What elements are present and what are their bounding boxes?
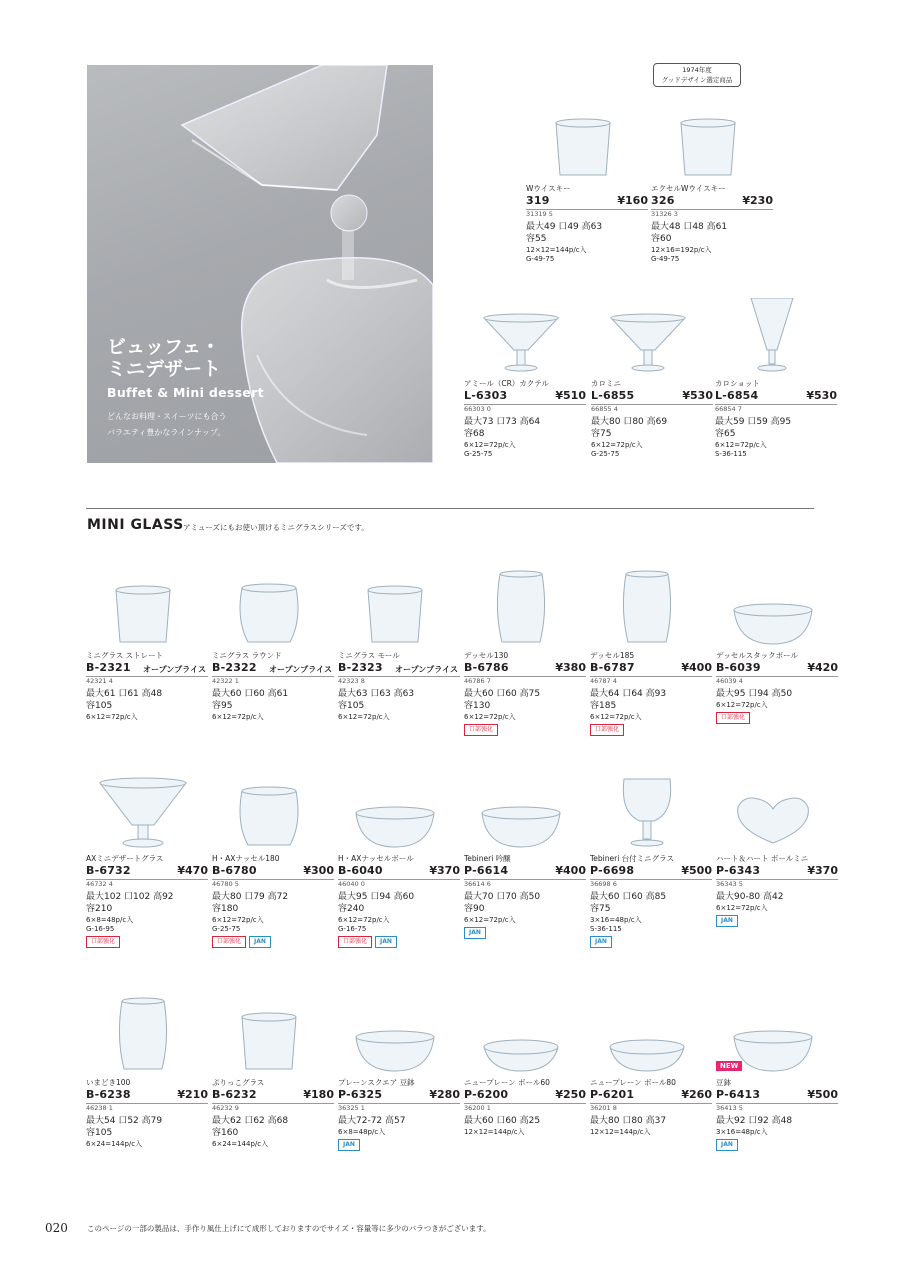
product-name: ミニグラス ストレート <box>86 651 164 660</box>
product-name: AXミニデザートグラス <box>86 854 164 863</box>
rim-reinforced-tag: 口部強化 <box>86 936 120 948</box>
product-name: ニュープレーン ボール60 <box>464 1078 550 1087</box>
glass-image <box>590 997 704 1077</box>
product-name: デッセルスタックボール <box>716 651 798 660</box>
rim-reinforced-tag: 口部強化 <box>464 724 498 736</box>
rim-reinforced-tag: 口部強化 <box>716 712 750 724</box>
product-code: P-6614 <box>464 864 509 877</box>
product-jan: 36200 1 <box>464 1104 491 1112</box>
rim-reinforced-tag: 口部強化 <box>338 936 372 948</box>
product-dimensions: 最大49 口49 高63 容55 <box>526 222 603 244</box>
product-tags <box>86 936 120 948</box>
product-tags <box>716 712 750 724</box>
section-divider <box>86 508 814 509</box>
product-jan: 36614 6 <box>464 880 491 888</box>
product-jan: 46786 7 <box>464 677 491 685</box>
product-code: L-6855 <box>591 389 635 402</box>
glass-image <box>338 773 452 853</box>
product-price: ¥300 <box>303 864 334 877</box>
product-pack: 6×12=72p/c入 <box>464 916 516 924</box>
product-name: Tebineri 台付ミニグラス <box>590 854 674 863</box>
product-jan: 31326 3 <box>651 210 678 218</box>
product-code: 326 <box>651 194 675 207</box>
glass-image <box>86 997 200 1077</box>
product-jan: 46780 5 <box>212 880 239 888</box>
glass-image <box>212 570 326 650</box>
product-price: ¥500 <box>807 1088 838 1101</box>
product-tags <box>338 936 397 948</box>
glass-image <box>716 570 830 650</box>
product-jan: 42322 1 <box>212 677 239 685</box>
hero-photo <box>87 65 433 463</box>
product-price: ¥500 <box>681 864 712 877</box>
product-dimensions: 最大95 口94 高50 <box>716 689 793 699</box>
product-price: ¥250 <box>555 1088 586 1101</box>
glass-image <box>716 773 830 853</box>
product-jan: 46232 9 <box>212 1104 239 1112</box>
product-price: オープンプライス <box>269 665 332 674</box>
product-dimensions: 最大48 口48 高61 容60 <box>651 222 728 244</box>
product-jan: 46040 0 <box>338 880 365 888</box>
product-code: P-6413 <box>716 1088 761 1101</box>
product-tags <box>464 724 498 736</box>
product-jan: 36325 1 <box>338 1104 365 1112</box>
jan-tag: JAN <box>590 936 612 948</box>
product-tags <box>338 1139 360 1151</box>
jan-tag: JAN <box>338 1139 360 1151</box>
product-pack: 6×12=72p/c入 <box>590 713 642 721</box>
product-name: H・AXナッセル180 <box>212 854 280 863</box>
product-price: ¥280 <box>429 1088 460 1101</box>
product-name: ミニグラス ラウンド <box>212 651 282 660</box>
product-name: カロミニ <box>591 379 621 388</box>
product-dimensions: 最大92 口92 高48 <box>716 1116 793 1126</box>
product-price: ¥530 <box>682 389 713 402</box>
product-name: H・AXナッセルボール <box>338 854 414 863</box>
product-name: ぷりっこグラス <box>212 1078 265 1087</box>
product-pack: 6×12=72p/c入 <box>716 701 768 709</box>
glass-image <box>464 570 578 650</box>
product-pack: 6×12=72p/c入 S-36-115 <box>715 441 767 458</box>
product-jan: 42321 4 <box>86 677 113 685</box>
product-dimensions: 最大95 口94 高60 容240 <box>338 892 415 914</box>
glass-image <box>590 773 704 853</box>
product-pack: 6×8=48p/c入 G-16-95 <box>86 916 134 933</box>
rim-reinforced-tag: 口部強化 <box>590 724 624 736</box>
product-jan: 31319 5 <box>526 210 553 218</box>
product-code: B-6232 <box>212 1088 257 1101</box>
new-badge: NEW <box>716 1061 742 1071</box>
product-code: P-6343 <box>716 864 761 877</box>
product-code: P-6325 <box>338 1088 383 1101</box>
product-jan: 36413 5 <box>716 1104 743 1112</box>
glass-image <box>212 773 326 853</box>
glass-image <box>338 570 452 650</box>
product-pack: 6×12=72p/c入 <box>338 713 390 721</box>
page-number: 020 <box>45 1221 68 1235</box>
product-code: B-2321 <box>86 661 131 674</box>
product-code: L-6303 <box>464 389 508 402</box>
product-pack: 6×24=144p/c入 <box>86 1140 143 1148</box>
product-price: ¥370 <box>429 864 460 877</box>
glass-image <box>464 773 578 853</box>
product-tags <box>464 927 486 939</box>
product-tags <box>716 1139 738 1151</box>
product-tags <box>590 724 624 736</box>
product-dimensions: 最大60 口60 高75 容130 <box>464 689 541 711</box>
product-name: デッセル130 <box>464 651 509 660</box>
product-jan: 46787 4 <box>590 677 617 685</box>
product-price: オープンプライス <box>395 665 458 674</box>
product-price: ¥160 <box>617 194 648 207</box>
product-jan: 36343 5 <box>716 880 743 888</box>
product-dimensions: 最大90-80 高42 <box>716 892 784 902</box>
product-pack: 12×12=144p/c入 <box>464 1128 525 1136</box>
product-price: ¥420 <box>807 661 838 674</box>
product-jan: 66855 4 <box>591 405 618 413</box>
product-dimensions: 最大80 口80 高37 <box>590 1116 667 1126</box>
jan-tag: JAN <box>716 1139 738 1151</box>
product-name: プレーンスクエア 豆鉢 <box>338 1078 415 1087</box>
glass-image <box>464 997 578 1077</box>
product-price: ¥380 <box>555 661 586 674</box>
product-pack: 3×16=48p/c入 S-36-115 <box>590 916 642 933</box>
product-price: ¥370 <box>807 864 838 877</box>
product-code: B-2323 <box>338 661 383 674</box>
product-price: ¥470 <box>177 864 208 877</box>
jan-tag: JAN <box>375 936 397 948</box>
dessert-glass-illustration <box>87 65 433 463</box>
product-pack: 6×12=72p/c入 G-25-75 <box>591 441 643 458</box>
product-name: エクセルWウイスキー <box>651 184 726 193</box>
product-dimensions: 最大64 口64 高93 容185 <box>590 689 667 711</box>
product-price: ¥530 <box>806 389 837 402</box>
jan-tag: JAN <box>716 915 738 927</box>
product-jan: 36201 8 <box>590 1104 617 1112</box>
product-code: B-6786 <box>464 661 509 674</box>
product-code: B-6787 <box>590 661 635 674</box>
glass-image <box>464 298 578 378</box>
product-dimensions: 最大60 口60 高61 容95 <box>212 689 289 711</box>
product-jan: 66854 7 <box>715 405 742 413</box>
product-dimensions: 最大59 口59 高95 容65 <box>715 417 792 439</box>
product-jan: 42323 8 <box>338 677 365 685</box>
glass-image <box>590 570 704 650</box>
product-pack: 6×12=72p/c入 <box>86 713 138 721</box>
product-dimensions: 最大60 口60 高25 <box>464 1116 541 1126</box>
product-name: アミール（CR）カクテル <box>464 379 549 388</box>
product-price: ¥260 <box>681 1088 712 1101</box>
product-pack: 6×12=72p/c入 G-25-75 <box>212 916 264 933</box>
product-jan: 36698 6 <box>590 880 617 888</box>
product-dimensions: 最大54 口52 高79 容105 <box>86 1116 163 1138</box>
product-price: ¥230 <box>742 194 773 207</box>
product-code: P-6201 <box>590 1088 635 1101</box>
section-subtitle: アミューズにもお使い頂けるミニグラスシリーズです。 <box>183 523 369 532</box>
product-dimensions: 最大102 口102 高92 容210 <box>86 892 174 914</box>
product-price: ¥180 <box>303 1088 334 1101</box>
glass-image <box>86 773 200 853</box>
product-dimensions: 最大80 口80 高69 容75 <box>591 417 668 439</box>
product-name: ミニグラス モール <box>338 651 400 660</box>
product-name: ハート＆ハート ボールミニ <box>716 854 809 863</box>
product-pack: 6×12=72p/c入 <box>464 713 516 721</box>
product-pack: 12×12=144p/c入 <box>590 1128 651 1136</box>
product-code: 319 <box>526 194 550 207</box>
jan-tag: JAN <box>249 936 271 948</box>
product-code: L-6854 <box>715 389 759 402</box>
product-pack: 6×12=72p/c入 G-16-75 <box>338 916 390 933</box>
product-dimensions: 最大80 口79 高72 容180 <box>212 892 289 914</box>
glass-image <box>591 298 705 378</box>
product-price: ¥400 <box>681 661 712 674</box>
glass-image <box>715 298 829 378</box>
product-code: P-6698 <box>590 864 635 877</box>
product-name: Tebineri 吟醸 <box>464 854 511 863</box>
glass-image <box>651 103 765 183</box>
product-jan: 46238 1 <box>86 1104 113 1112</box>
glass-image <box>526 103 640 183</box>
product-name: デッセル185 <box>590 651 635 660</box>
product-dimensions: 最大70 口70 高50 容90 <box>464 892 541 914</box>
product-price: ¥510 <box>555 389 586 402</box>
product-pack: 6×12=72p/c入 <box>716 904 768 912</box>
rim-reinforced-tag: 口部強化 <box>212 936 246 948</box>
product-pack: 6×8=48p/c入 <box>338 1128 386 1136</box>
section-title: MINI GLASS <box>87 517 184 533</box>
jan-tag: JAN <box>464 927 486 939</box>
product-code: B-6040 <box>338 864 383 877</box>
product-code: B-2322 <box>212 661 257 674</box>
product-name: Wウイスキー <box>526 184 571 193</box>
product-dimensions: 最大72-72 高57 <box>338 1116 406 1126</box>
product-code: P-6200 <box>464 1088 509 1101</box>
product-dimensions: 最大73 口73 高64 容68 <box>464 417 541 439</box>
product-code: B-6780 <box>212 864 257 877</box>
product-code: B-6732 <box>86 864 131 877</box>
product-pack: 6×12=72p/c入 <box>212 713 264 721</box>
product-pack: 12×12=144p/c入 G-49-75 <box>526 246 587 263</box>
award-badge: 1974年度 グッドデザイン選定商品 <box>653 63 741 87</box>
glass-image <box>212 997 326 1077</box>
product-dimensions: 最大61 口61 高48 容105 <box>86 689 163 711</box>
product-pack: 12×16=192p/c入 G-49-75 <box>651 246 712 263</box>
product-price: ¥210 <box>177 1088 208 1101</box>
glass-image <box>86 570 200 650</box>
product-dimensions: 最大63 口63 高63 容105 <box>338 689 415 711</box>
hero-subtitle: Buffet & Mini dessert <box>107 385 264 400</box>
product-code: B-6039 <box>716 661 761 674</box>
product-pack: 3×16=48p/c入 <box>716 1128 768 1136</box>
product-name: 豆鉢 <box>716 1078 731 1087</box>
product-jan: 66303 0 <box>464 405 491 413</box>
product-name: ニュープレーン ボール80 <box>590 1078 676 1087</box>
product-name: いまどき100 <box>86 1078 131 1087</box>
hero-title: ビュッフェ・ ミニデザート <box>107 336 222 380</box>
product-tags <box>716 915 738 927</box>
product-tags <box>212 936 271 948</box>
product-pack: 6×12=72p/c入 G-25-75 <box>464 441 516 458</box>
product-jan: 46732 4 <box>86 880 113 888</box>
product-pack: 6×24=144p/c入 <box>212 1140 269 1148</box>
product-code: B-6238 <box>86 1088 131 1101</box>
product-dimensions: 最大62 口62 高68 容160 <box>212 1116 289 1138</box>
product-name: カロショット <box>715 379 760 388</box>
product-price: オープンプライス <box>143 665 206 674</box>
product-price: ¥400 <box>555 864 586 877</box>
hero-description: どんなお料理・スイーツにも合う バラエティ豊かなラインナップ。 <box>107 412 227 437</box>
product-dimensions: 最大60 口60 高85 容75 <box>590 892 667 914</box>
product-tags <box>590 936 612 948</box>
footer-note: このページの一部の製品は、手作り風仕上げにて成形しておりますのでサイズ・容量等に多少のバラつきがございます。 <box>87 1224 491 1233</box>
product-jan: 46039 4 <box>716 677 743 685</box>
glass-image <box>338 997 452 1077</box>
